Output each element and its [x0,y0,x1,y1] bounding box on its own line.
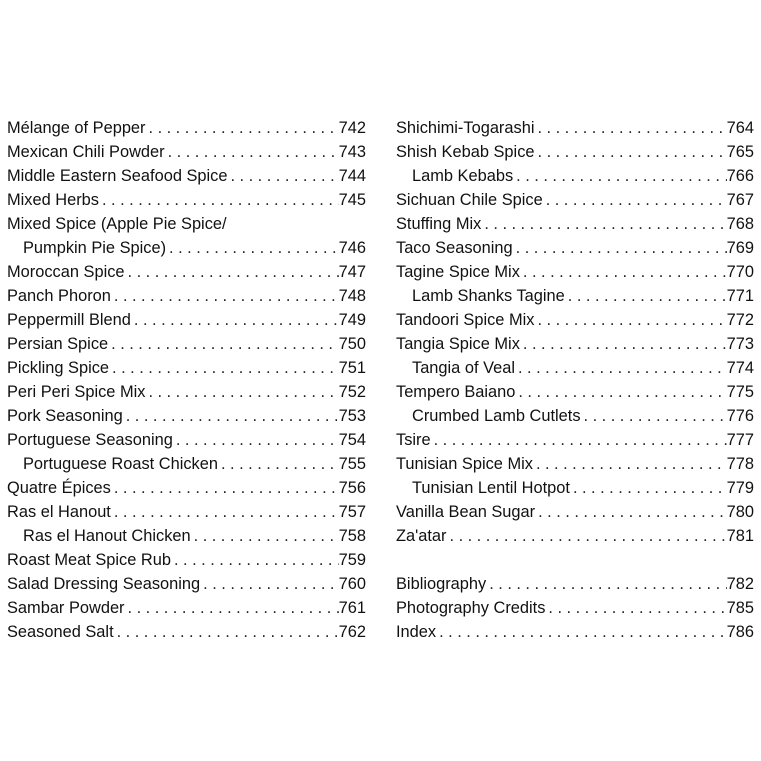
page-number: 781 [726,527,754,545]
entry-title: Tagine Spice Mix [396,263,520,281]
dot-leader [191,524,339,548]
page-number: 764 [726,119,754,137]
entry-title: Shish Kebab Spice [396,143,535,161]
page-number: 768 [726,215,754,233]
dot-leader [111,284,339,308]
page-number: 761 [338,599,366,617]
entry-title: Tandoori Spice Mix [396,311,535,329]
toc-entry [396,428,754,452]
toc-entry [396,500,754,524]
dot-leader [545,596,726,620]
page-number: 777 [726,431,754,449]
page-number: 779 [726,479,754,497]
page-number: 771 [726,287,754,305]
entry-title: Taco Seasoning [396,239,513,257]
page-number: 770 [726,263,754,281]
page-number: 754 [338,431,366,449]
entry-title: Lamb Shanks Tagine [412,287,565,305]
page-number: 780 [726,503,754,521]
entry-title: Shichimi-Togarashi [396,119,535,137]
entry-title: Photography Credits [396,599,546,617]
toc-entry [396,452,754,476]
entry-title: Peri Peri Spice Mix [7,383,146,401]
dot-leader [535,500,727,524]
entry-title: Lamb Kebabs [412,167,514,185]
toc-subentry [7,524,366,548]
entry-title: Stuffing Mix [396,215,482,233]
toc-entry [7,572,366,596]
page-number: 778 [726,455,754,473]
entry-title: Middle Eastern Seafood Spice [7,167,228,185]
toc-entry [7,500,366,524]
entry-title: Pickling Spice [7,359,110,377]
entry-title: Panch Phoron [7,287,111,305]
dot-leader [99,188,339,212]
toc-entry [7,116,366,140]
dot-leader [114,620,339,644]
page-number: 760 [338,575,366,593]
page-number: 747 [338,263,366,281]
page-number: 776 [726,407,754,425]
page-number: 762 [338,623,366,641]
entry-title: Vanilla Bean Sugar [396,503,536,521]
dot-leader [146,116,339,140]
toc-subentry [7,452,366,476]
entry-title: Tempero Baiano [396,383,516,401]
dot-leader [447,524,727,548]
page-number: 746 [338,239,366,257]
toc-entry [7,308,366,332]
dot-leader [111,476,339,500]
page-number: 756 [338,479,366,497]
page-number: 759 [338,551,366,569]
entry-title: Quatre Épices [7,479,111,497]
entry-title: Moroccan Spice [7,263,125,281]
toc-entry [396,236,754,260]
page-number: 773 [726,335,754,353]
toc-subentry [7,236,366,260]
dot-leader [145,380,338,404]
dot-leader [125,596,339,620]
toc-subentry [396,356,754,380]
toc-entry [7,404,366,428]
section-gap [396,548,754,572]
page-number: 786 [726,623,754,641]
page-number: 749 [338,311,366,329]
dot-leader [513,164,726,188]
toc-left-column [7,116,366,644]
entry-title: Salad Dressing Seasoning [7,575,201,593]
entry-title: Mixed Herbs [7,191,99,209]
dot-leader [218,452,339,476]
page-number: 755 [338,455,366,473]
toc-entry [7,212,366,236]
page-number: 751 [338,359,366,377]
entry-title: Ras el Hanout [7,503,111,521]
dot-leader [108,332,339,356]
toc-entry [396,380,754,404]
dot-leader [171,548,339,572]
toc-entry [396,524,754,548]
page-number: 775 [726,383,754,401]
toc-entry [396,212,754,236]
toc-entry [7,428,366,452]
toc-entry [7,140,366,164]
dot-leader [535,140,727,164]
toc-entry [7,188,366,212]
page-number: 757 [338,503,366,521]
dot-leader [513,236,727,260]
dot-leader [486,572,726,596]
page-number: 750 [338,335,366,353]
dot-leader [534,308,726,332]
toc-entry [7,332,366,356]
entry-title: Sichuan Chile Spice [396,191,543,209]
page-number: 769 [726,239,754,257]
entry-title: Portuguese Roast Chicken [23,455,218,473]
dot-leader [481,212,726,236]
toc-subentry [396,476,754,500]
page-number: 758 [338,527,366,545]
dot-leader [515,380,726,404]
page-number: 767 [726,191,754,209]
toc-entry [7,548,366,572]
toc-entry [396,620,754,644]
toc-entry [7,260,366,284]
dot-leader [131,308,339,332]
dot-leader [109,356,339,380]
page-number: 782 [726,575,754,593]
page-number: 785 [726,599,754,617]
entry-title: Index [396,623,437,641]
toc-entry [7,356,366,380]
entry-title: Peppermill Blend [7,311,131,329]
page-number: 743 [338,143,366,161]
entry-title: Tsire [396,431,431,449]
dot-leader [570,476,727,500]
dot-leader [173,428,339,452]
entry-title: Mixed Spice (Apple Pie Spice/ [7,215,227,233]
toc-right-column [396,116,754,644]
dot-leader [166,236,339,260]
toc-entry [7,476,366,500]
dot-leader [111,500,339,524]
page-number: 772 [726,311,754,329]
entry-title: Tunisian Lentil Hotpot [412,479,570,497]
entry-title: Pork Seasoning [7,407,123,425]
entry-title: Pumpkin Pie Spice) [23,239,167,257]
entry-title: Tangia of Veal [412,359,515,377]
page-number: 748 [338,287,366,305]
dot-leader [165,140,339,164]
entry-title: Portuguese Seasoning [7,431,173,449]
entry-title: Ras el Hanout Chicken [23,527,191,545]
page-number: 742 [338,119,366,137]
entry-title: Crumbed Lamb Cutlets [412,407,581,425]
dot-leader [533,452,727,476]
page-number: 744 [338,167,366,185]
dot-leader [520,332,727,356]
entry-title: Bibliography [396,575,487,593]
dot-leader [565,284,727,308]
dot-leader [581,404,727,428]
toc-entry [7,164,366,188]
toc-entry [7,380,366,404]
entry-title: Za'atar [396,527,447,545]
toc-entry [396,596,754,620]
entry-title: Persian Spice [7,335,109,353]
toc-subentry [396,284,754,308]
page-number: 766 [726,167,754,185]
toc-subentry [396,404,754,428]
dot-leader [228,164,339,188]
toc-subentry [396,164,754,188]
toc-entry [396,332,754,356]
entry-title: Sambar Powder [7,599,125,617]
dot-leader [125,260,339,284]
dot-leader [123,404,339,428]
page-number: 753 [338,407,366,425]
dot-leader [515,356,727,380]
dot-leader [520,260,727,284]
entry-title: Tangia Spice Mix [396,335,520,353]
page-number: 765 [726,143,754,161]
toc-entry [396,188,754,212]
dot-leader [543,188,727,212]
toc-entry [396,572,754,596]
dot-leader [436,620,727,644]
page-number: 774 [726,359,754,377]
toc-entry [396,260,754,284]
entry-title: Roast Meat Spice Rub [7,551,171,569]
toc-entry [396,140,754,164]
page-number: 745 [338,191,366,209]
toc-entry [7,284,366,308]
dot-leader [534,116,726,140]
entry-title: Mélange of Pepper [7,119,146,137]
toc-entry [7,620,366,644]
entry-title: Seasoned Salt [7,623,114,641]
toc-entry [396,308,754,332]
toc-entry [396,116,754,140]
toc-entry [7,596,366,620]
dot-leader [200,572,338,596]
entry-title: Mexican Chili Powder [7,143,165,161]
entry-title: Tunisian Spice Mix [396,455,533,473]
page-number: 752 [338,383,366,401]
dot-leader [431,428,727,452]
